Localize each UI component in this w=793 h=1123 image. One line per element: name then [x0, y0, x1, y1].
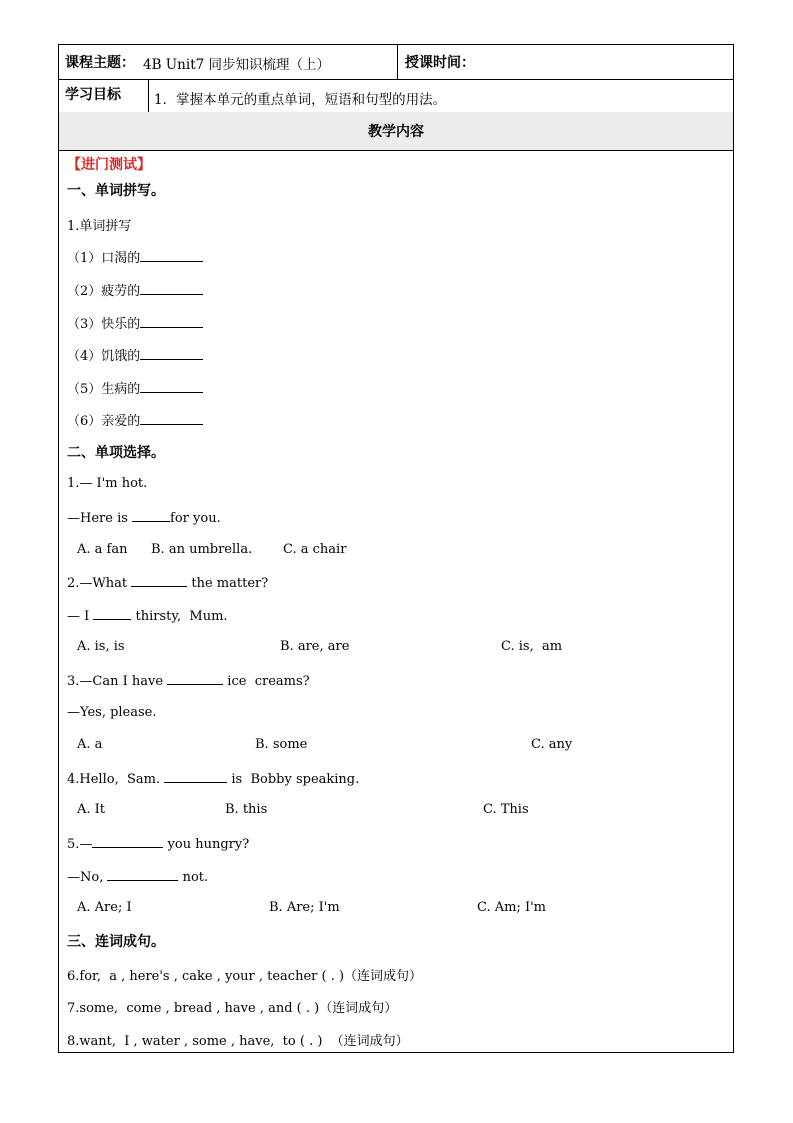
- answer-blank[interactable]: [132, 509, 170, 522]
- topic-cell: [59, 45, 398, 79]
- sentence-item: 6.for, a , here's , cake , your , teacher ( . )（连词成句）: [67, 969, 423, 984]
- q5-prompt: 5.— you hungry?: [67, 837, 250, 852]
- q4-prompt: 4.Hello, Sam. is Bobby speaking.: [67, 772, 360, 787]
- spelling-item: （4）饥饿的: [67, 345, 203, 364]
- answer-blank[interactable]: [131, 574, 187, 587]
- answer-blank[interactable]: [92, 835, 163, 848]
- q5-option-b[interactable]: B. Are; I'm: [269, 900, 340, 915]
- spelling-item: （5）生病的: [67, 378, 203, 397]
- answer-blank[interactable]: [140, 282, 203, 295]
- section2-title: 二、单项选择。: [67, 445, 165, 461]
- entry-test-heading: 【进门测试】: [67, 157, 151, 173]
- answer-blank[interactable]: [164, 770, 227, 783]
- goal-row: [59, 79, 733, 113]
- answer-blank[interactable]: [140, 315, 203, 328]
- spelling-item: （6）亲爱的: [67, 410, 203, 429]
- q1-option-c[interactable]: C. a chair: [283, 542, 347, 557]
- q5-option-c[interactable]: C. Am; I'm: [477, 900, 547, 915]
- q4-option-b[interactable]: B. this: [225, 802, 268, 817]
- answer-blank[interactable]: [140, 347, 203, 360]
- spelling-item: （1）口渴的: [67, 247, 203, 266]
- content-title: 教学内容: [368, 124, 424, 140]
- topic-label: 课程主题：: [65, 55, 135, 71]
- q1-prompt: 1.— I'm hot.: [67, 476, 148, 491]
- goal-label-cell: [59, 79, 149, 112]
- q5-response: —No, not.: [67, 870, 209, 885]
- goal-label: 学习目标: [65, 87, 121, 103]
- time-label: 授课时间：: [405, 55, 475, 71]
- q4-option-a[interactable]: A. It: [77, 802, 106, 817]
- q3-response: —Yes, please.: [67, 705, 157, 720]
- spelling-item: （2）疲劳的: [67, 280, 203, 299]
- header-row: [59, 45, 733, 80]
- section1-title: 一、单词拼写。: [67, 183, 165, 199]
- section1-sub: 1.单词拼写: [67, 219, 132, 234]
- q2-option-b[interactable]: B. are, are: [280, 639, 350, 654]
- answer-blank[interactable]: [140, 380, 203, 393]
- q2-option-a[interactable]: A. is, is: [77, 639, 125, 654]
- content-title-row: [59, 112, 733, 151]
- goal-value: 1．掌握本单元的重点单词，短语和句型的用法。: [154, 92, 447, 108]
- sentence-item: 8.want, I , water , some , have, to ( . ) （连词成句）: [67, 1034, 409, 1049]
- q2-response: — I thirsty, Mum.: [67, 609, 228, 624]
- q3-option-a[interactable]: A. a: [77, 737, 103, 752]
- q3-prompt: 3.—Can I have ice creams?: [67, 674, 310, 689]
- q3-option-b[interactable]: B. some: [255, 737, 308, 752]
- answer-blank[interactable]: [93, 607, 131, 620]
- topic-value: 4B Unit7 同步知识梳理（上）: [143, 57, 330, 73]
- section3-title: 三、连词成句。: [67, 934, 165, 950]
- spelling-item: （3）快乐的: [67, 313, 203, 332]
- sentence-item: 7.some, come , bread , have , and ( . )（连词成句）: [67, 1001, 398, 1016]
- q3-option-c[interactable]: C. any: [531, 737, 573, 752]
- answer-blank[interactable]: [140, 249, 203, 262]
- q2-prompt: 2.—What the matter?: [67, 576, 269, 591]
- q2-option-c[interactable]: C. is, am: [501, 639, 563, 654]
- answer-blank[interactable]: [167, 672, 223, 685]
- lesson-table: [58, 44, 734, 1053]
- q4-option-c[interactable]: C. This: [483, 802, 529, 817]
- answer-blank[interactable]: [107, 868, 178, 881]
- q1-option-b[interactable]: B. an umbrella.: [151, 542, 253, 557]
- q5-option-a[interactable]: A. Are; I: [77, 900, 132, 915]
- answer-blank[interactable]: [140, 412, 203, 425]
- q1-response: —Here is for you.: [67, 511, 221, 526]
- q1-option-a[interactable]: A. a fan: [77, 542, 128, 557]
